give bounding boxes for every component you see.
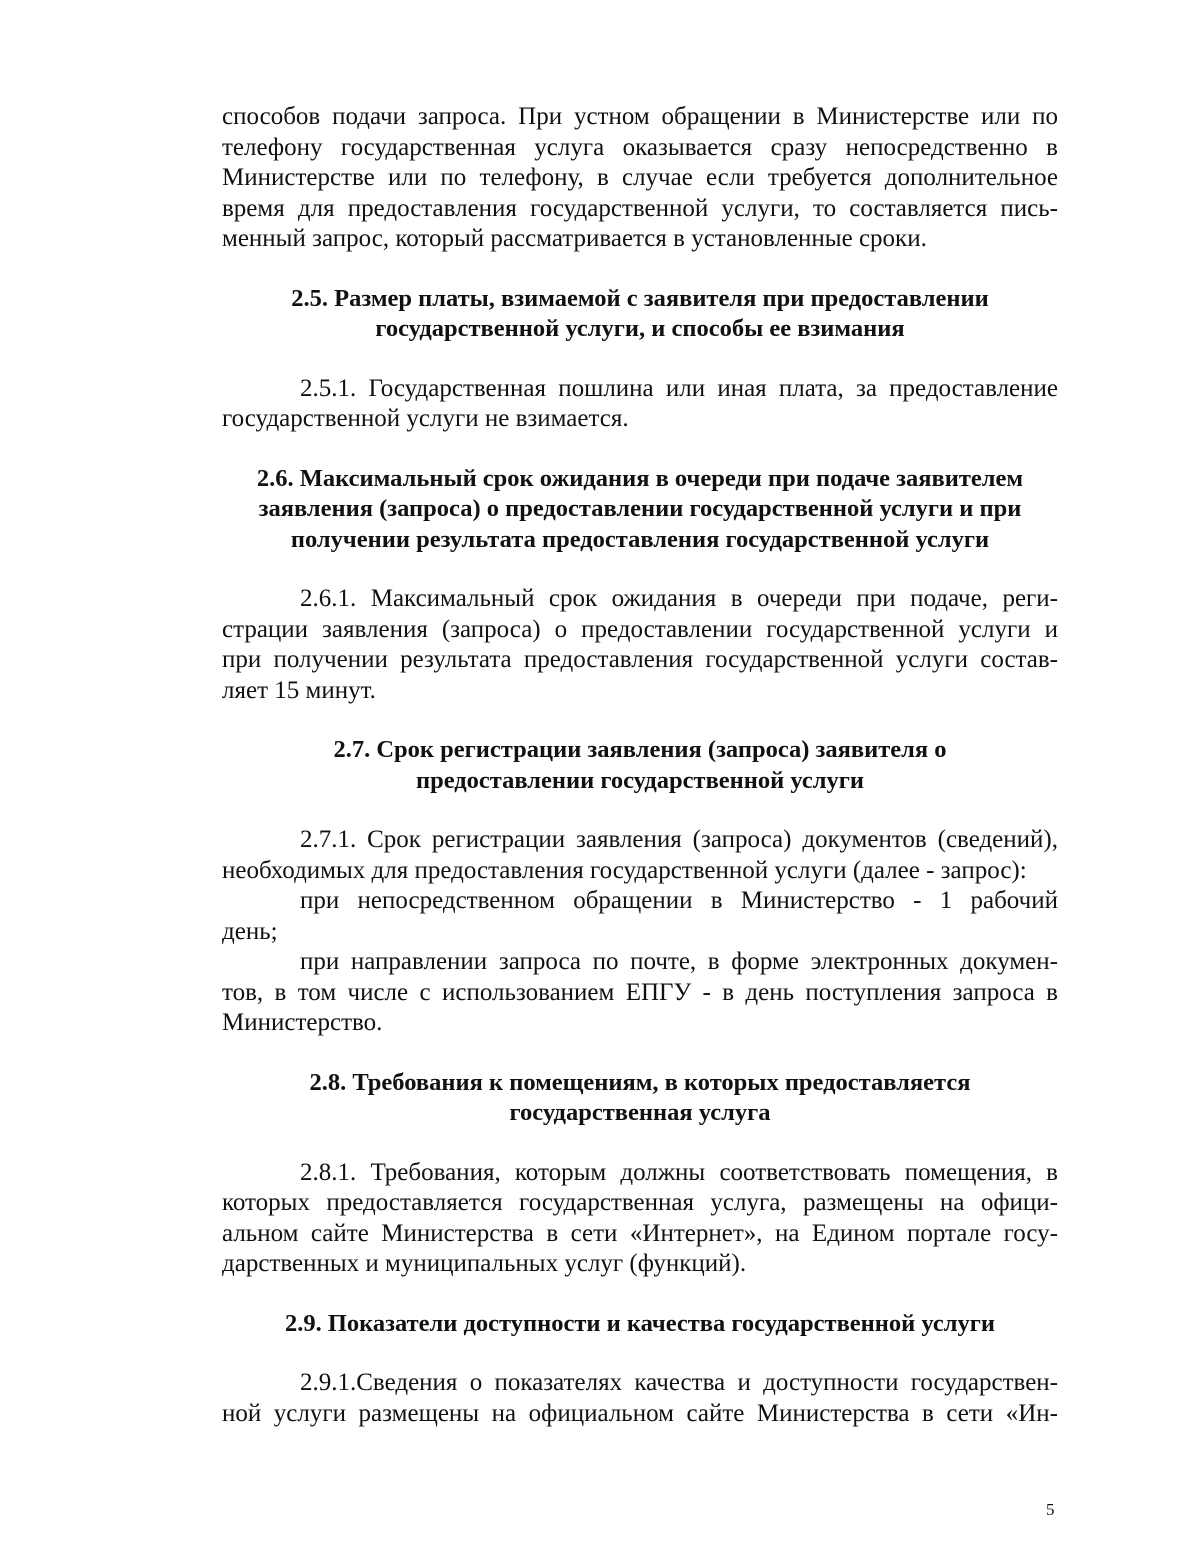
- paragraph: [222, 886, 1058, 947]
- paragraph: [222, 947, 1058, 1039]
- text-line: день;: [222, 917, 278, 945]
- paragraph: [222, 102, 1058, 255]
- text-line: способов подачи запроса. При устном обращении в Министерстве или по: [222, 103, 1058, 130]
- section-heading: [222, 1068, 1058, 1129]
- text-line: ной услуги размещены на официальном сайте Министерства в сети «Ин-: [222, 1399, 1058, 1427]
- text-line: Министерство.: [222, 1009, 383, 1036]
- section-heading: [222, 1309, 1058, 1340]
- paragraph: [222, 584, 1058, 706]
- section-heading: [222, 735, 1058, 796]
- paragraph: [222, 1368, 1058, 1429]
- text-line: заявления (запроса) о предоставлении государственной услуги и при: [258, 495, 1022, 522]
- text-line: Министерстве или по телефону, в случае если требуется дополнительное: [222, 164, 1058, 191]
- text-line: тов, в том числе с использованием ЕПГУ - в день поступления запроса в: [222, 978, 1058, 1006]
- text-line: при направлении запроса по почте, в форме электронных докумен-: [300, 948, 1058, 975]
- text-line: 2.5.1. Государственная пошлина или иная плата, за предоставление: [300, 374, 1058, 402]
- text-line: дарственных и муниципальных услуг (функций).: [222, 1250, 747, 1277]
- paragraph: [222, 825, 1058, 886]
- text-line: государственной услуги не взимается.: [222, 405, 629, 432]
- text-line: 2.6. Максимальный срок ожидания в очереди при подаче заявителем: [256, 464, 1024, 492]
- text-line: необходимых для предоставления государственной услуги (далее - запрос):: [222, 856, 1027, 884]
- section-heading: [222, 464, 1058, 556]
- paragraph: [222, 374, 1058, 435]
- page-number: 5: [1046, 1500, 1055, 1519]
- text-line: время для предоставления государственной услуги, то составляется пись-: [222, 194, 1058, 222]
- text-line: 2.8.1. Требования, которым должны соответствовать помещения, в: [300, 1158, 1058, 1186]
- text-line: 2.5. Размер платы, взимаемой с заявителя при предоставлении: [291, 284, 989, 312]
- text-line: предоставлении государственной услуги: [415, 766, 865, 794]
- text-line: получении результата предоставления государственной услуги: [290, 525, 990, 553]
- text-line: государственной услуги, и способы ее взимания: [375, 315, 905, 342]
- text-line: при получении результата предоставления государственной услуги состав-: [222, 646, 1058, 673]
- text-line: ляет 15 минут.: [222, 676, 376, 704]
- text-line: менный запрос, который рассматривается в установленные сроки.: [222, 225, 927, 252]
- text-line: государственная услуга: [509, 1099, 771, 1126]
- text-line: 2.6.1. Максимальный срок ожидания в очереди при подаче, реги-: [300, 585, 1058, 612]
- text-line: 2.9.1.Сведения о показателях качества и доступности государствен-: [300, 1369, 1058, 1396]
- text-line: 2.9. Показатели доступности и качества государственной услуги: [284, 1309, 996, 1337]
- text-line: телефону государственная услуга оказывается сразу непосредственно в: [222, 133, 1058, 161]
- document-page: [222, 102, 1058, 1429]
- text-line: 2.7.1. Срок регистрации заявления (запроса) документов (сведений),: [300, 826, 1058, 853]
- paragraph: [222, 1158, 1058, 1280]
- text-line: при непосредственном обращении в Министерство - 1 рабочий: [300, 887, 1058, 914]
- text-line: страции заявления (запроса) о предоставлении государственной услуги и: [222, 615, 1058, 643]
- text-line: 2.8. Требования к помещениям, в которых предоставляется: [309, 1068, 971, 1096]
- text-line: альном сайте Министерства в сети «Интернет», на Едином портале госу-: [222, 1219, 1058, 1247]
- text-line: 2.7. Срок регистрации заявления (запроса) заявителя о: [333, 736, 947, 763]
- section-heading: [222, 284, 1058, 345]
- text-line: которых предоставляется государственная услуга, размещены на офици-: [222, 1189, 1058, 1216]
